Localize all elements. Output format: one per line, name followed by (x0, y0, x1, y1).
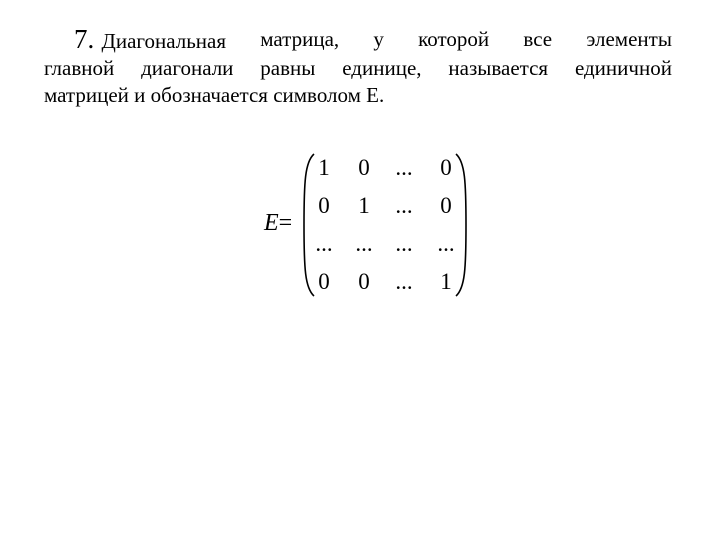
matrix-cell: ... (395, 155, 413, 180)
word: Диагональная (101, 29, 226, 53)
matrix-cell: 1 (440, 269, 452, 294)
matrix-cell: 0 (358, 155, 370, 180)
definition-paragraph (44, 26, 672, 109)
word: главной (44, 56, 115, 80)
matrix-symbol: E (264, 210, 279, 236)
matrix-cell: 0 (440, 155, 452, 180)
matrix-cell: ... (437, 231, 455, 256)
word: равны (260, 56, 316, 80)
matrix-cell: 1 (358, 193, 370, 218)
paragraph-line-2 (44, 55, 672, 82)
word: диагонали (141, 56, 234, 80)
matrix-cell: ... (395, 269, 413, 294)
matrix-cell: ... (395, 231, 413, 256)
matrix-cell: 0 (318, 269, 330, 294)
word: единице, (342, 56, 422, 80)
word: все (523, 27, 553, 51)
matrix-cell: ... (315, 231, 333, 256)
word: которой (418, 27, 490, 51)
matrix-cell: 1 (318, 155, 330, 180)
formula-lhs (264, 208, 292, 238)
matrix-cell: ... (395, 193, 413, 218)
matrix-cell: 0 (440, 193, 452, 218)
matrix-cell: 0 (358, 269, 370, 294)
word: единичной (574, 56, 672, 80)
paragraph-line-3: матрицей и обозначается символом Е. (44, 83, 385, 107)
word: матрица, (260, 27, 340, 51)
equals-sign: = (278, 210, 293, 236)
line1-first (74, 26, 226, 55)
matrix-cell: 0 (318, 193, 330, 218)
item-number: 7. (74, 24, 95, 54)
identity-matrix-formula (258, 150, 478, 300)
paragraph-line-1 (44, 26, 672, 55)
matrix-cell: ... (355, 231, 373, 256)
word: у (373, 27, 384, 51)
word: элементы (586, 27, 672, 51)
word: называется (448, 56, 549, 80)
